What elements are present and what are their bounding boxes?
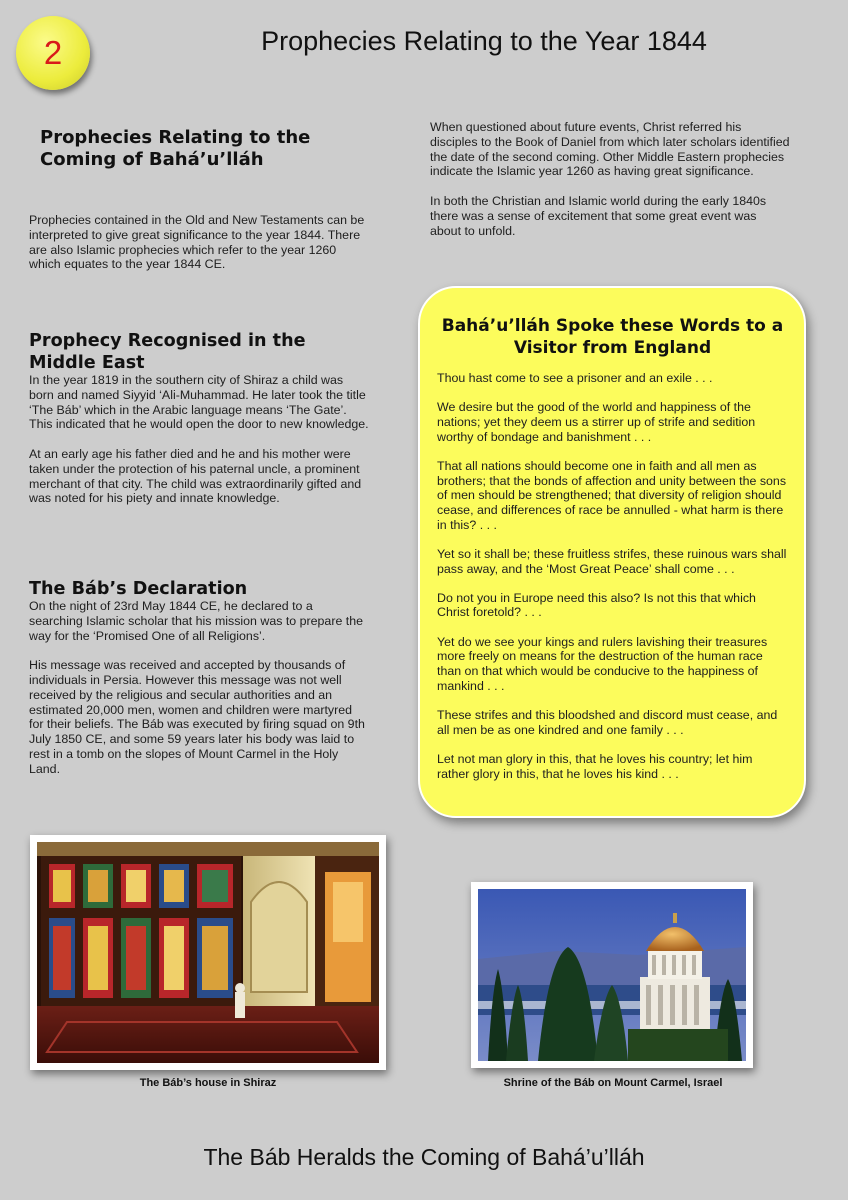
quote-paragraph: Yet so it shall be; these fruitless strifes, these ruinous wars shall pass away, and the ‘Most Great Peace’ shall come . . .	[437, 546, 787, 576]
caption-shrine: Shrine of the Báb on Mount Carmel, Israel	[503, 1077, 723, 1089]
paragraph: When questioned about future events, Christ referred his disciples to the Book of Daniel from which later scholars identified the date of the second coming. Other Middle Eastern prophecies indicate the Islamic year 1260 as having great significance.	[430, 120, 790, 179]
quote-paragraph: Yet do we see your kings and rulers lavishing their treasures more freely on means for the destruction of the human race than on that which would be conducive to the happiness of mankind . . .	[437, 634, 768, 693]
paragraph: In the year 1819 in the southern city of Shiraz a child was born and named Siyyid ‘Ali-Muhammad. He later took the title ‘The Báb’ which in the Arabic language means ‘The Gate’. This indicated that he would open the door to new knowledge.	[29, 373, 369, 432]
photo-babs-house	[30, 835, 386, 1070]
section-body-middle-east	[29, 373, 369, 506]
right-column-intro	[430, 120, 790, 238]
page-number: 2	[43, 34, 63, 71]
section-heading-middle-east: Prophecy Recognised in the Middle East	[29, 331, 306, 373]
quote-paragraph: We desire but the good of the world and happiness of the nations; yet they deem us a stirrer up of strife and sedition worthy of bondage and banishment . . .	[437, 400, 756, 444]
paragraph: At an early age his father died and he and his mother were taken under the protection of his paternal uncle, a prominent merchant of that city. The child was extraordinarily gifted and was noted for his piety and innate knowledge.	[29, 446, 362, 506]
quote-box-heading: Bahá’u’lláh Spoke these Words to a Visitor from England	[441, 316, 784, 358]
paragraph: In both the Christian and Islamic world during the early 1840s there was a sense of excitement that some great event was about to unfold.	[430, 193, 767, 238]
quote-paragraph: Thou hast come to see a prisoner and an exile . . .	[437, 371, 713, 385]
paragraph: On the night of 23rd May 1844 CE, he declared to a searching Islamic scholar that his mission was to prepare the way for the ‘Promised One of all Religions’.	[29, 599, 364, 643]
quote-paragraph: These strifes and this bloodshed and discord must cease, and all men be as one kindred and one family . . .	[437, 707, 778, 737]
house-interior-image	[37, 842, 379, 1063]
page-number-badge	[16, 16, 90, 90]
section-heading-prophecies: Prophecies Relating to the Coming of Bahá’u’lláh	[40, 127, 311, 170]
page-title: Prophecies Relating to the Year 1844	[261, 26, 707, 56]
paragraph: Prophecies contained in the Old and New Testaments can be interpreted to give great significance to the year 1844. There are also Islamic prophecies which refer to the year 1260 which equates to the year 1844 CE.	[29, 213, 365, 272]
quote-paragraph: That all nations should become one in faith and all men as brothers; that the bonds of affection and unity between the sons of men should be strengthened; that diversity of religion should cease, and differences of race be annulled - what harm is there in this? . . .	[437, 458, 787, 532]
section-body-declaration	[29, 599, 369, 777]
quote-paragraph: Do not you in Europe need this also? Is not this that which Christ foretold? . . .	[437, 590, 756, 620]
caption-babs-house: The Báb’s house in Shiraz	[139, 1077, 277, 1089]
section-heading-declaration: The Báb’s Declaration	[29, 579, 248, 599]
photo-shrine-of-the-bab	[471, 882, 753, 1068]
shrine-image	[478, 889, 746, 1061]
quote-box	[418, 286, 806, 818]
section-body-prophecies	[29, 213, 369, 272]
page-footer: The Báb Heralds the Coming of Bahá’u’lláh	[203, 1144, 645, 1170]
quote-paragraph: Let not man glory in this, that he loves his country; let him rather glory in this, that he loves his kind . . .	[437, 751, 753, 781]
paragraph: His message was received and accepted by thousands of individuals in Persia. However this message was not well received by the religious and secular authorities and an estimated 20,000 men, women and children were martyred for their beliefs. The Báb was executed by firing squad on 9th July 1850 CE, and some 59 years later his body was laid to rest in a tomb on the slopes of Mount Carmel in the Holy Land.	[29, 658, 365, 776]
